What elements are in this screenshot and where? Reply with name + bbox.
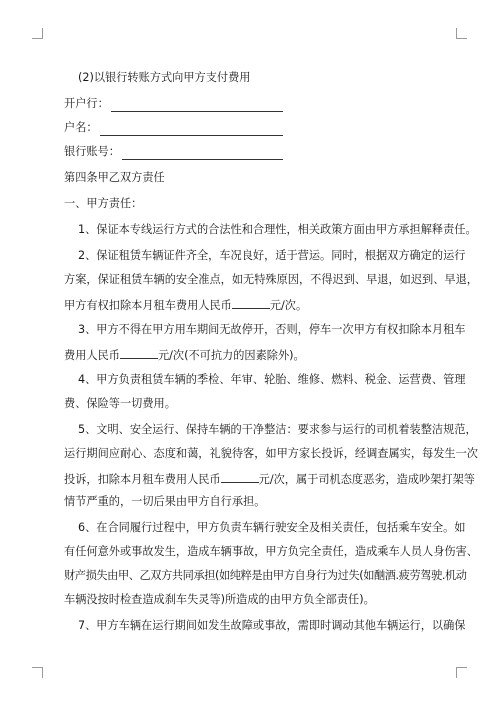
item2-line3-text: 甲方有权扣除本月租车费用人民币 bbox=[64, 299, 232, 312]
bank-name-label: 开户行： bbox=[64, 97, 109, 110]
item5-amount-blank bbox=[221, 470, 259, 483]
item6-line2: 有任何意外或事故发生，造成车辆事故，甲方负完全责任，造成乘车人员人身伤害、 bbox=[64, 545, 478, 558]
crop-mark-bottom-left bbox=[32, 667, 43, 678]
item7-line1: 7、甲方车辆在运行期间如发生故障或事故，需即时调动其他车辆运行，以确保 bbox=[78, 619, 466, 632]
bank-name-field bbox=[64, 96, 442, 112]
item5-line1: 5、文明、安全运行、保持车辆的干净整洁：要求参与运行的司机着装整洁规范， bbox=[78, 423, 477, 436]
item4-line2: 费、保险等一切费用。 bbox=[64, 397, 176, 410]
item2-amount-blank bbox=[232, 296, 270, 309]
item5-line3-text: 投诉，扣除本月租车费用人民币 bbox=[64, 473, 221, 486]
article4-heading: 第四条甲乙双方责任 bbox=[64, 171, 165, 184]
item3-line2-text: 费用人民币 bbox=[64, 349, 120, 362]
item2-line2: 方案，保证租赁车辆的安全准点，如无特殊原因，不得迟到、早退，如迟到、早退， bbox=[64, 273, 478, 286]
account-number-field bbox=[64, 144, 442, 160]
item3-line2 bbox=[64, 346, 442, 362]
partyA-heading: 一、甲方责任： bbox=[64, 197, 143, 210]
account-name-field bbox=[64, 120, 442, 136]
item5-line3-rest: 元/次，属于司机态度恶劣，造成吵架打架等 bbox=[258, 473, 475, 486]
account-number-label: 银行账号： bbox=[64, 145, 120, 158]
item6-line4: 车辆没按时检查造成刹车失灵等)所造成的由甲方负全部责任)。 bbox=[64, 593, 375, 606]
item6-line1: 6、在合同履行过程中，甲方负责车辆行驶安全及相关责任，包括乘车安全。如 bbox=[78, 521, 466, 534]
crop-mark-bottom-right bbox=[456, 667, 467, 678]
item3-line2-unit: 元/次(不可抗力的因素除外)。 bbox=[157, 349, 305, 362]
bank-name-blank bbox=[111, 99, 283, 112]
payment-method-line: (2)以银行转账方式向甲方支付费用 bbox=[78, 71, 251, 84]
item4-line1: 4、甲方负责租赁车辆的季检、年审、轮胎、维修、燃料、税金、运营费、管理 bbox=[78, 373, 466, 386]
item2-line3-unit: 元/次。 bbox=[269, 299, 308, 312]
item1: 1、保证本专线运行方式的合法性和合理性，相关政策方面由甲方承担解释责任。 bbox=[78, 223, 477, 236]
account-name-blank bbox=[100, 123, 283, 136]
item3-amount-blank bbox=[120, 346, 158, 359]
account-name-label: 户名： bbox=[64, 121, 98, 134]
item5-line4: 情节严重的，一切后果由甲方自行承担。 bbox=[64, 495, 266, 508]
document-page bbox=[64, 70, 478, 634]
item3-line1: 3、甲方不得在甲方用车期间无故停开，否则，停车一次甲方有权扣除本月租车 bbox=[78, 323, 466, 336]
crop-mark-top-left bbox=[32, 28, 43, 39]
item6-line3: 财产损失由甲、乙双方共同承担(如纯粹是由甲方自身行为过失(如酗酒.疲劳驾驶.机动 bbox=[64, 569, 467, 582]
item2-line3 bbox=[64, 296, 442, 312]
item2-line1: 2、保证租赁车辆证件齐全，车况良好，适于营运。同时，根据双方确定的运行 bbox=[78, 249, 466, 262]
crop-mark-top-right bbox=[456, 28, 467, 39]
account-number-blank bbox=[122, 147, 283, 160]
item5-line3 bbox=[64, 470, 475, 486]
item5-line2: 运行期间应耐心、态度和蔼，礼貌待客，如甲方家长投诉，经调查属实，每发生一次 bbox=[64, 447, 478, 460]
